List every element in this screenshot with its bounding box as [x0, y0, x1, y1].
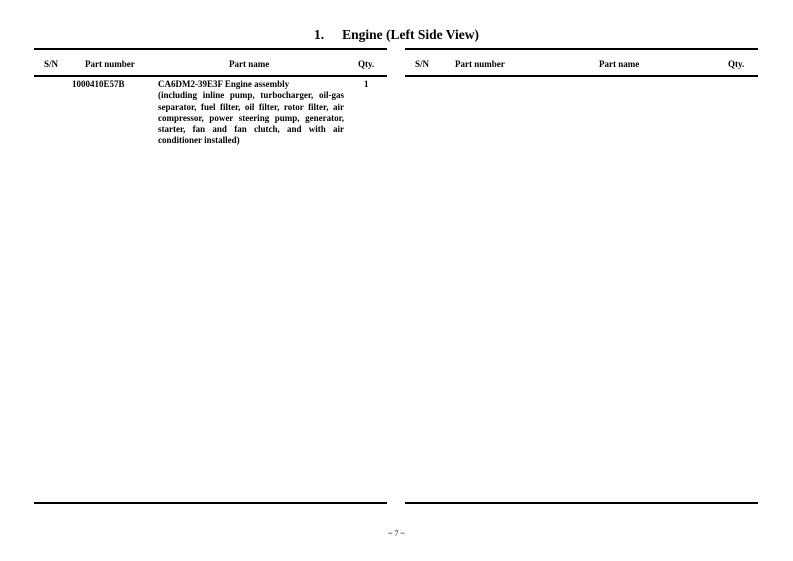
right-table-bottom-rule	[405, 502, 758, 504]
row-qty: 1	[364, 79, 369, 89]
left-table-header-rule	[34, 75, 387, 77]
page-number: ~ 7 ~	[388, 529, 405, 538]
left-col-part-name-header: Part name	[229, 59, 270, 69]
left-col-part-number-header: Part number	[85, 59, 135, 69]
section-number: 1.	[314, 27, 325, 42]
right-table-header-rule	[405, 75, 758, 77]
left-col-sn-header: S/N	[44, 59, 59, 69]
row-part-name-description: (including inline pump, turbocharger, oil-gas separator, fuel filter, oil filter, rotor filter, air compressor, power steering pump, generator, starter, fan and fan clutch, and with air conditioner installed)	[158, 90, 344, 146]
right-col-part-number-header: Part number	[455, 59, 505, 69]
row-part-name-line: CA6DM2-39E3F Engine assembly	[158, 79, 290, 89]
right-col-qty-header: Qty.	[728, 59, 745, 69]
left-table-top-rule	[34, 48, 387, 50]
row-part-number: 1000410E57B	[72, 79, 125, 89]
left-table-bottom-rule	[34, 502, 387, 504]
right-col-part-name-header: Part name	[599, 59, 640, 69]
left-col-qty-header: Qty.	[358, 59, 375, 69]
section-heading: Engine (Left Side View)	[342, 27, 479, 42]
right-col-sn-header: S/N	[415, 59, 430, 69]
row-part-name	[158, 79, 344, 147]
right-table-top-rule	[405, 48, 758, 50]
section-title	[0, 27, 793, 43]
